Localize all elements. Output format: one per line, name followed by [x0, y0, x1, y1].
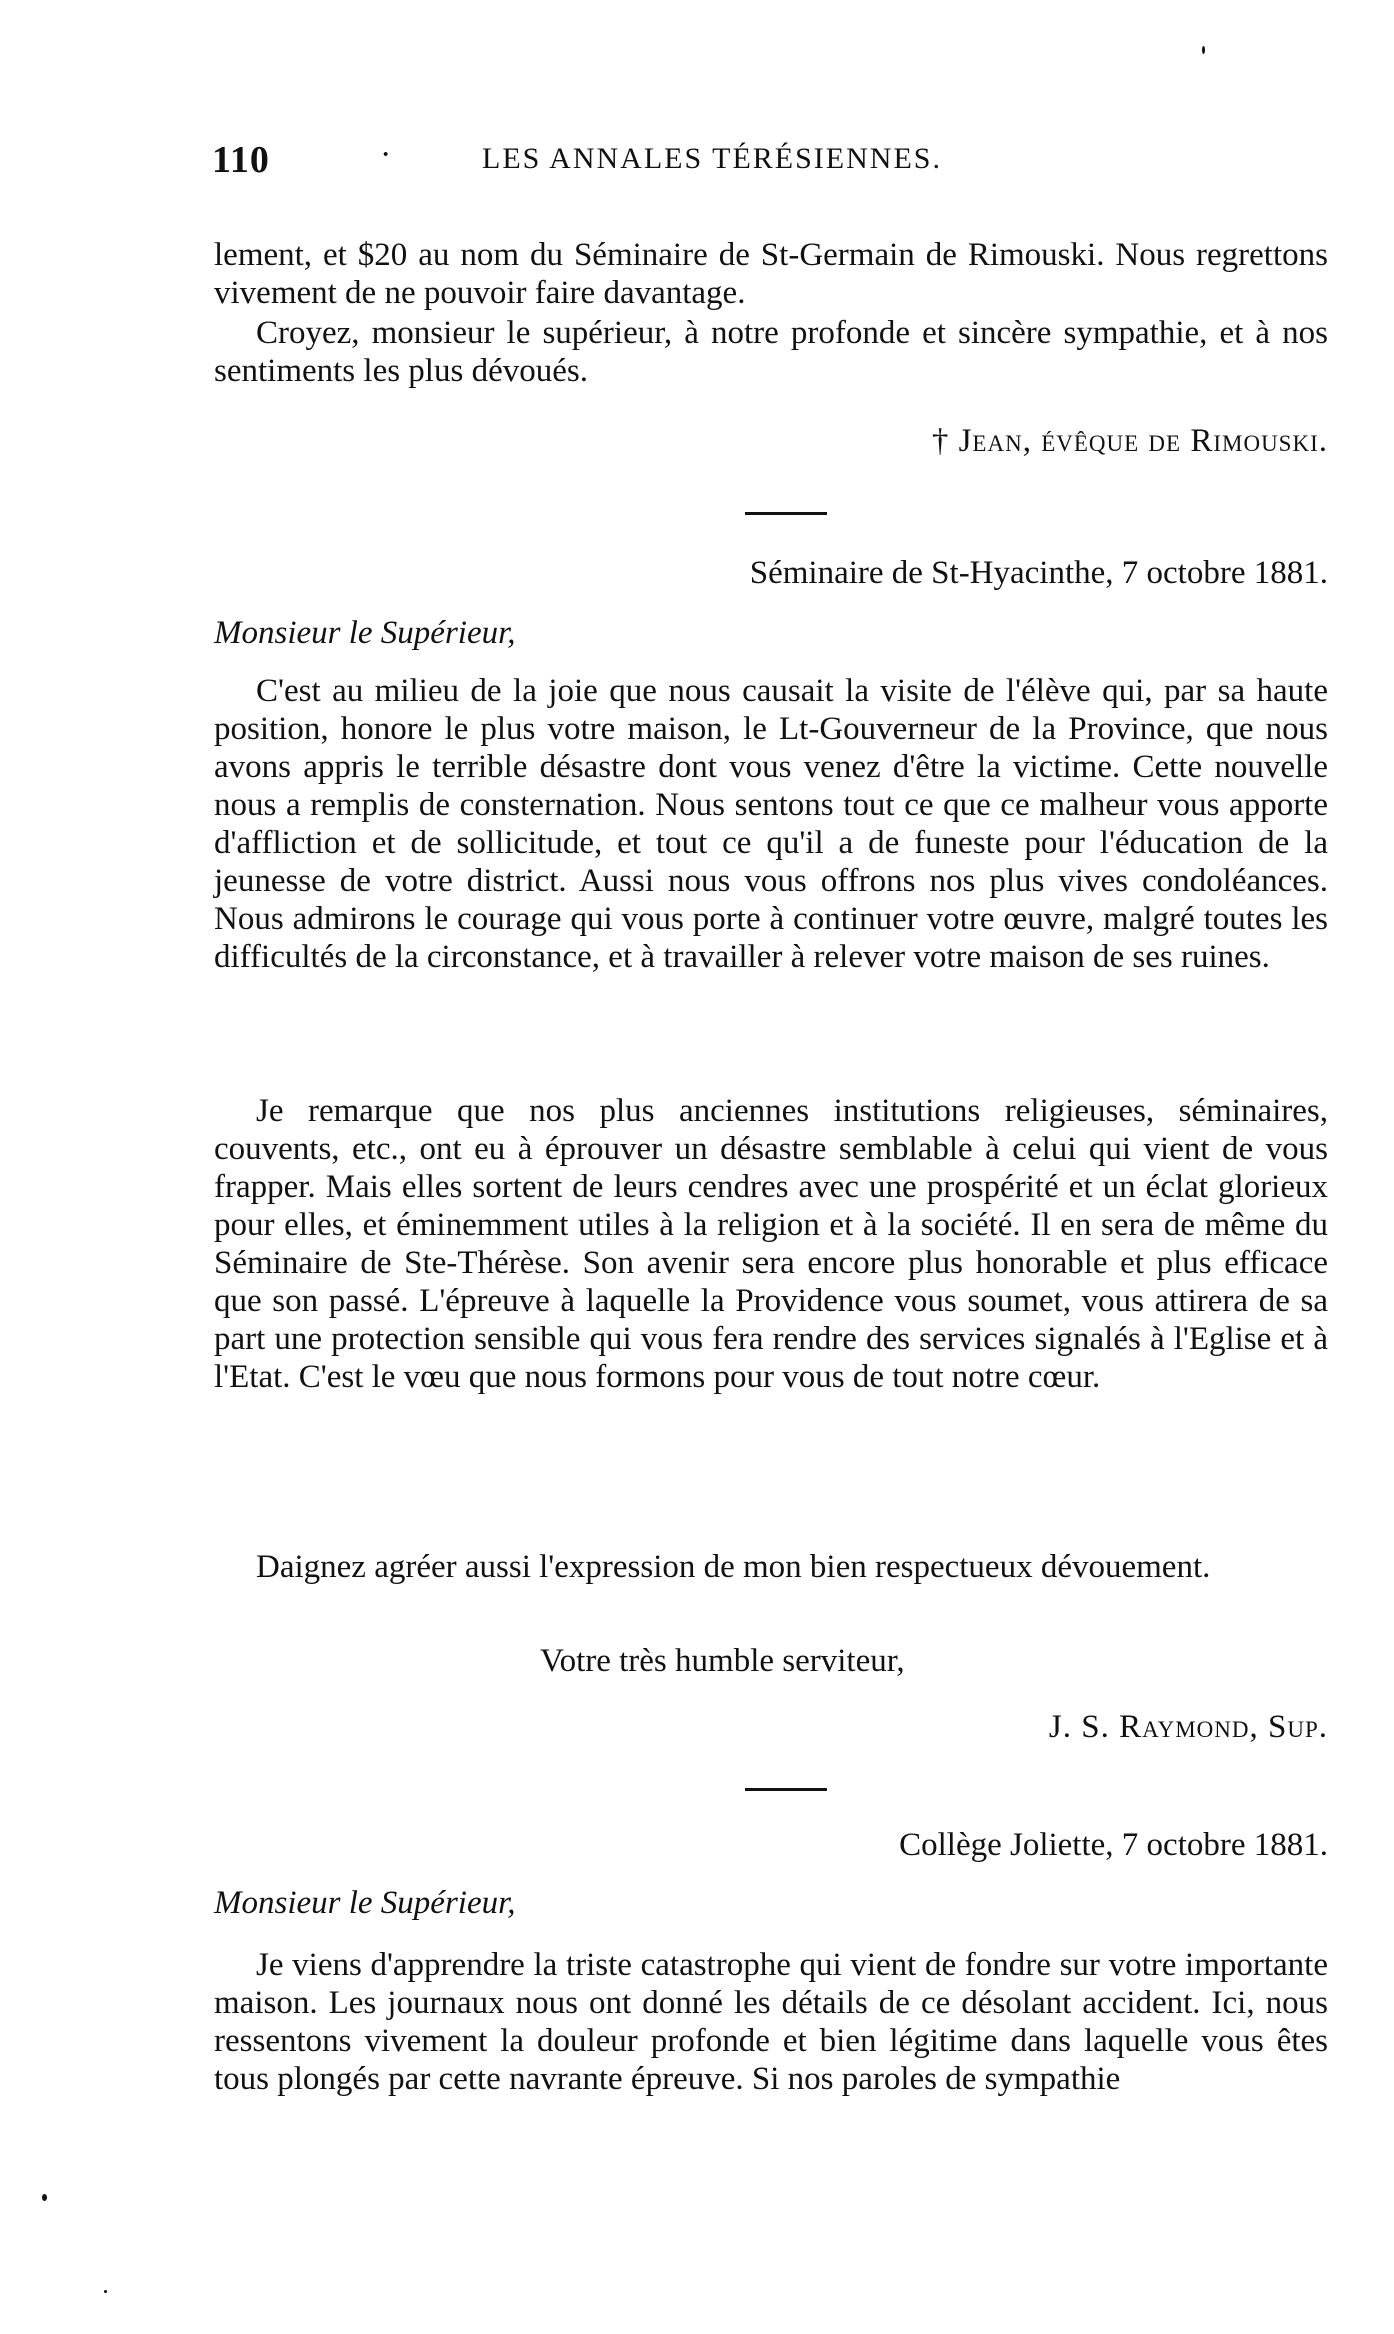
- section-separator: [745, 512, 827, 515]
- letter-2-closing: Votre très humble serviteur,: [540, 1643, 905, 1679]
- running-title: LES ANNALES TÉRÉSIENNES.: [482, 142, 942, 175]
- signature-jean-rimouski: † Jean, évêque de Rimouski.: [931, 423, 1328, 459]
- letter-2-salutation: Monsieur le Supérieur,: [214, 615, 516, 651]
- letter-1-closing-paragraph: Croyez, monsieur le supérieur, à notre profonde et sincère sympathie, et à nos sentiments les plus dévoués.: [214, 315, 1328, 389]
- page-header: [212, 138, 1340, 186]
- section-separator: [745, 1788, 827, 1791]
- signature-raymond: J. S. Raymond, Sup.: [1048, 1709, 1328, 1745]
- letter-3-paragraph-1: Je viens d'apprendre la triste catastrophe qui vient de fondre sur votre importante maison. Les journaux nous ont donné les détails de ce désolant accident. Ici, nous ressentons vivement la douleur profonde et bien légitime dans laquelle vous êtes tous plongés par cette navrante épreuve. Si nos paroles de sympathie: [214, 1947, 1328, 2097]
- print-speck: [42, 2194, 47, 2201]
- print-speck: [104, 2290, 107, 2293]
- letter-2-paragraph-3: Daignez agréer aussi l'expression de mon bien respectueux dévouement.: [256, 1549, 1211, 1585]
- letter-3-salutation: Monsieur le Supérieur,: [214, 1885, 516, 1921]
- print-speck: [1202, 46, 1205, 54]
- header-separator: ·: [380, 136, 393, 173]
- letter-3-dateline: Collège Joliette, 7 octobre 1881.: [899, 1827, 1328, 1863]
- letter-2-signature: [214, 1708, 1328, 1746]
- letter-1-signature: [214, 422, 1328, 460]
- letter-2-paragraph-1: C'est au milieu de la joie que nous causait la visite de l'élève qui, par sa haute position, honore le plus votre maison, le Lt-Gouverneur de la Province, que nous avons appris le terrible désastre dont vous venez d'être la victime. Cette nouvelle nous a remplis de consternation. Nous sentons tout ce que ce malheur vous apporte d'affliction et de sollicitude, et tout ce qu'il a de funeste pour l'éducation de la jeunesse de votre district. Aussi nous vous offrons nos plus vives condoléances. Nous admirons le courage qui vous porte à continuer votre œuvre, malgré toutes les difficultés de la circonstance, et à travailler à relever votre maison de ses ruines.: [214, 673, 1328, 975]
- letter-2-paragraph-2: Je remarque que nos plus anciennes institutions religieuses, séminaires, couvents, etc., ont eu à éprouver un désastre semblable à celui qui vient de vous frapper. Mais elles sortent de leurs cendres avec une prospérité et un éclat glorieux pour elles, et éminemment utiles à la religion et à la société. Il en sera de même du Séminaire de Ste-Thérèse. Son avenir sera encore plus honorable et plus efficace que son passé. L'épreuve à laquelle la Providence vous soumet, vous attirera de sa part une protection sensible qui vous fera rendre des services signalés à l'Eglise et à l'Etat. C'est le vœu que nous formons pour vous de tout notre cœur.: [214, 1093, 1328, 1395]
- letter-2-dateline: Séminaire de St-Hyacinthe, 7 octobre 1881.: [749, 555, 1328, 591]
- letter-1-continuation-paragraph: lement, et $20 au nom du Séminaire de St-Germain de Rimouski. Nous regrettons vivement de ne pouvoir faire davantage.: [214, 237, 1328, 311]
- page-number: 110: [212, 139, 270, 181]
